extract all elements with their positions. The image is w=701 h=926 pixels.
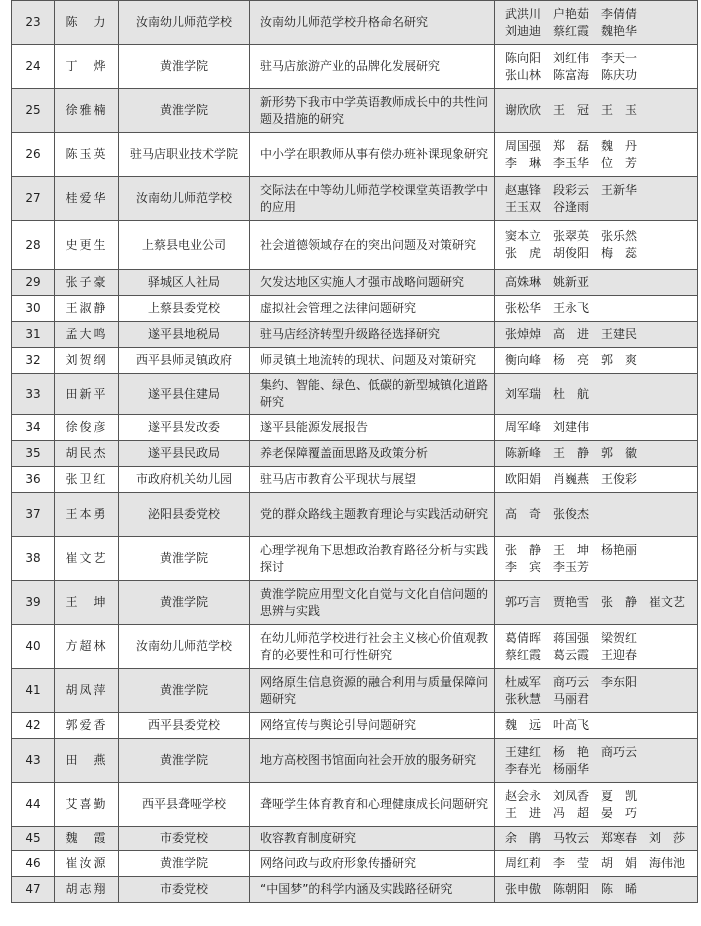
team-members	[495, 877, 698, 903]
table-row	[12, 739, 698, 783]
project-title: 汝南幼儿师范学校升格命名研究	[250, 1, 495, 45]
applicant-name: 刘贺纲	[55, 348, 119, 374]
table-row	[12, 441, 698, 467]
team-members	[495, 739, 698, 783]
project-title: 网络原生信息资源的融合利用与质量保障问题研究	[250, 669, 495, 713]
project-title: 新形势下我市中学英语教师成长中的共性问题及措施的研究	[250, 89, 495, 133]
table-row	[12, 374, 698, 415]
applicant-name: 张卫红	[55, 467, 119, 493]
work-unit: 黄淮学院	[119, 739, 250, 783]
member-line: 李 琳 李玉华 位 芳	[505, 155, 638, 170]
applicant-name: 徐俊彦	[55, 415, 119, 441]
table-row	[12, 877, 698, 903]
work-unit: 黄淮学院	[119, 89, 250, 133]
member-line: 高 奇 张俊杰	[505, 507, 590, 521]
applicant-name: 胡志翔	[55, 877, 119, 903]
work-unit: 驻马店职业技术学院	[119, 133, 250, 177]
applicant-name: 陈玉英	[55, 133, 119, 177]
member-line: 李 宾 李玉芳	[505, 559, 590, 574]
work-unit: 黄淮学院	[119, 851, 250, 877]
applicant-name: 王 坤	[55, 581, 119, 625]
table-row	[12, 296, 698, 322]
table-row	[12, 89, 698, 133]
applicant-name: 陈 力	[55, 1, 119, 45]
project-title: 驻马店旅游产业的品牌化发展研究	[250, 45, 495, 89]
applicant-name: 王本勇	[55, 493, 119, 537]
team-members	[495, 537, 698, 581]
work-unit: 汝南幼儿师范学校	[119, 625, 250, 669]
work-unit: 遂平县民政局	[119, 441, 250, 467]
applicant-name: 魏 霞	[55, 827, 119, 851]
table-row	[12, 537, 698, 581]
applicant-name: 田 燕	[55, 739, 119, 783]
team-members	[495, 270, 698, 296]
member-line: 杜威军 商巧云 李东阳	[505, 674, 638, 689]
row-number: 45	[12, 827, 55, 851]
work-unit: 黄淮学院	[119, 669, 250, 713]
project-title: 遂平县能源发展报告	[250, 415, 495, 441]
member-line: 张山林 陈富海 陈庆功	[505, 67, 638, 82]
team-members	[495, 669, 698, 713]
work-unit: 遂平县住建局	[119, 374, 250, 415]
applicant-name: 艾喜勤	[55, 783, 119, 827]
member-line: 赵会永 刘凤香 夏 凯	[505, 788, 638, 803]
row-number: 36	[12, 467, 55, 493]
member-line: 张 静 王 坤 杨艳丽	[505, 542, 638, 557]
applicant-name: 徐雅楠	[55, 89, 119, 133]
team-members	[495, 783, 698, 827]
project-title: 聋哑学生体育教育和心理健康成长问题研究	[250, 783, 495, 827]
member-line: 王 进 冯 超 晏 巧	[505, 805, 638, 820]
member-line: 欧阳娟 肖巍燕 王俊彩	[505, 472, 638, 486]
row-number: 44	[12, 783, 55, 827]
table-row	[12, 851, 698, 877]
table-row	[12, 493, 698, 537]
applicant-name: 郭爱香	[55, 713, 119, 739]
member-line: 谢欣欣 王 冠 王 玉	[505, 103, 638, 117]
member-line: 郭巧言 贾艳雪 张 静 崔文艺	[505, 595, 686, 609]
project-title: 集约、智能、绿色、低碳的新型城镇化道路研究	[250, 374, 495, 415]
row-number: 23	[12, 1, 55, 45]
team-members	[495, 851, 698, 877]
project-title: 驻马店经济转型升级路径选择研究	[250, 322, 495, 348]
work-unit: 黄淮学院	[119, 45, 250, 89]
project-title: 驻马店市教育公平现状与展望	[250, 467, 495, 493]
member-line: 窦本立 张翠英 张乐然	[505, 229, 638, 243]
team-members	[495, 827, 698, 851]
team-members	[495, 493, 698, 537]
project-title: 地方高校图书馆面向社会开放的服务研究	[250, 739, 495, 783]
member-line: 高姝琳 姚新亚	[505, 275, 590, 289]
work-unit: 市委党校	[119, 827, 250, 851]
project-title: 中小学在职教师从事有偿办班补课现象研究	[250, 133, 495, 177]
team-members	[495, 296, 698, 322]
team-members	[495, 1, 698, 45]
row-number: 33	[12, 374, 55, 415]
team-members	[495, 581, 698, 625]
applicant-name: 田新平	[55, 374, 119, 415]
work-unit: 西平县委党校	[119, 713, 250, 739]
table-row	[12, 415, 698, 441]
row-number: 38	[12, 537, 55, 581]
team-members	[495, 441, 698, 467]
row-number: 39	[12, 581, 55, 625]
row-number: 41	[12, 669, 55, 713]
team-members	[495, 177, 698, 221]
work-unit: 市政府机关幼儿园	[119, 467, 250, 493]
team-members	[495, 467, 698, 493]
member-line: 周军峰 刘建伟	[505, 420, 590, 434]
project-title: 黄淮学院应用型文化自觉与文化自信问题的思辨与实践	[250, 581, 495, 625]
work-unit: 黄淮学院	[119, 537, 250, 581]
work-unit: 汝南幼儿师范学校	[119, 177, 250, 221]
project-title: “中国梦”的科学内涵及实践路径研究	[250, 877, 495, 903]
member-line: 王玉双 谷逢雨	[505, 199, 590, 214]
project-title: 养老保障覆盖面思路及政策分析	[250, 441, 495, 467]
row-number: 26	[12, 133, 55, 177]
table-row	[12, 713, 698, 739]
table-row	[12, 1, 698, 45]
member-line: 魏 远 叶高飞	[505, 718, 590, 732]
work-unit: 上蔡县电业公司	[119, 221, 250, 270]
member-line: 陈向阳 刘红伟 李天一	[505, 50, 638, 65]
work-unit: 西平县师灵镇政府	[119, 348, 250, 374]
table-row	[12, 467, 698, 493]
applicant-name: 桂爱华	[55, 177, 119, 221]
team-members	[495, 713, 698, 739]
applicant-name: 王淑静	[55, 296, 119, 322]
team-members	[495, 221, 698, 270]
applicant-name: 胡凤萍	[55, 669, 119, 713]
row-number: 46	[12, 851, 55, 877]
work-unit: 泌阳县委党校	[119, 493, 250, 537]
member-line: 陈新峰 王 静 郭 徽	[505, 446, 638, 460]
row-number: 27	[12, 177, 55, 221]
row-number: 31	[12, 322, 55, 348]
member-line: 张松华 王永飞	[505, 301, 590, 315]
applicant-name: 方超林	[55, 625, 119, 669]
applicant-name: 崔文艺	[55, 537, 119, 581]
member-line: 刘军瑞 杜 航	[505, 386, 590, 401]
project-title: 欠发达地区实施人才强市战略问题研究	[250, 270, 495, 296]
row-number: 37	[12, 493, 55, 537]
project-title: 网络问政与政府形象传播研究	[250, 851, 495, 877]
row-number: 25	[12, 89, 55, 133]
table-row	[12, 581, 698, 625]
work-unit: 上蔡县委党校	[119, 296, 250, 322]
project-title: 党的群众路线主题教育理论与实践活动研究	[250, 493, 495, 537]
team-members	[495, 133, 698, 177]
member-line: 张申傲 陈朝阳 陈 晞	[505, 882, 638, 896]
table-row	[12, 783, 698, 827]
team-members	[495, 89, 698, 133]
applicant-name: 胡民杰	[55, 441, 119, 467]
member-line: 刘迪迪 蔡红霞 魏艳华	[505, 23, 638, 38]
table-row	[12, 45, 698, 89]
work-unit: 遂平县地税局	[119, 322, 250, 348]
table-row	[12, 322, 698, 348]
member-line: 张焯焯 高 进 王建民	[505, 327, 638, 341]
project-title: 网络宣传与舆论引导问题研究	[250, 713, 495, 739]
member-line: 衡向峰 杨 亮 郭 爽	[505, 353, 638, 367]
member-line: 王建红 杨 艳 商巧云	[505, 744, 638, 759]
row-number: 28	[12, 221, 55, 270]
work-unit: 西平县聋哑学校	[119, 783, 250, 827]
row-number: 43	[12, 739, 55, 783]
work-unit: 驿城区人社局	[119, 270, 250, 296]
applicant-name: 崔汝源	[55, 851, 119, 877]
member-line: 李春光 杨丽华	[505, 761, 590, 776]
member-line: 张 虎 胡俊阳 梅 蕊	[505, 246, 638, 260]
member-line: 周红莉 李 莹 胡 娟 海伟池	[505, 856, 686, 870]
project-title: 收容教育制度研究	[250, 827, 495, 851]
member-line: 葛倩晖 蒋国强 梁贺红	[505, 630, 638, 645]
applicant-name: 孟大鸣	[55, 322, 119, 348]
project-title: 心理学视角下思想政治教育路径分析与实践探讨	[250, 537, 495, 581]
table-row	[12, 348, 698, 374]
row-number: 47	[12, 877, 55, 903]
project-title: 社会道德领域存在的突出问题及对策研究	[250, 221, 495, 270]
row-number: 30	[12, 296, 55, 322]
team-members	[495, 322, 698, 348]
team-members	[495, 415, 698, 441]
work-unit: 汝南幼儿师范学校	[119, 1, 250, 45]
table-row	[12, 270, 698, 296]
applicant-name: 张子豪	[55, 270, 119, 296]
project-title: 师灵镇土地流转的现状、问题及对策研究	[250, 348, 495, 374]
member-line: 余 鹃 马牧云 郑寒春 刘 莎	[505, 831, 686, 845]
work-unit: 市委党校	[119, 877, 250, 903]
project-title: 虚拟社会管理之法律问题研究	[250, 296, 495, 322]
team-members	[495, 45, 698, 89]
table-row	[12, 133, 698, 177]
team-members	[495, 625, 698, 669]
table-row	[12, 221, 698, 270]
team-members	[495, 348, 698, 374]
table-row	[12, 177, 698, 221]
applicant-name: 丁 烨	[55, 45, 119, 89]
row-number: 34	[12, 415, 55, 441]
project-title: 交际法在中等幼儿师范学校课堂英语教学中的应用	[250, 177, 495, 221]
member-line: 张秋慧 马丽君	[505, 691, 590, 706]
row-number: 42	[12, 713, 55, 739]
work-unit: 遂平县发改委	[119, 415, 250, 441]
table-row	[12, 827, 698, 851]
row-number: 24	[12, 45, 55, 89]
row-number: 35	[12, 441, 55, 467]
project-table-body	[12, 1, 698, 903]
applicant-name: 史更生	[55, 221, 119, 270]
member-line: 周国强 郑 磊 魏 丹	[505, 138, 638, 153]
work-unit: 黄淮学院	[119, 581, 250, 625]
member-line: 武洪川 户艳茹 李倩倩	[505, 6, 638, 21]
member-line: 蔡红霞 葛云霞 王迎春	[505, 647, 638, 662]
row-number: 40	[12, 625, 55, 669]
team-members	[495, 374, 698, 415]
row-number: 29	[12, 270, 55, 296]
row-number: 32	[12, 348, 55, 374]
project-table	[11, 0, 698, 903]
project-title: 在幼儿师范学校进行社会主义核心价值观教育的必要性和可行性研究	[250, 625, 495, 669]
table-row	[12, 625, 698, 669]
table-row	[12, 669, 698, 713]
member-line: 赵惠锋 段彩云 王新华	[505, 182, 638, 197]
